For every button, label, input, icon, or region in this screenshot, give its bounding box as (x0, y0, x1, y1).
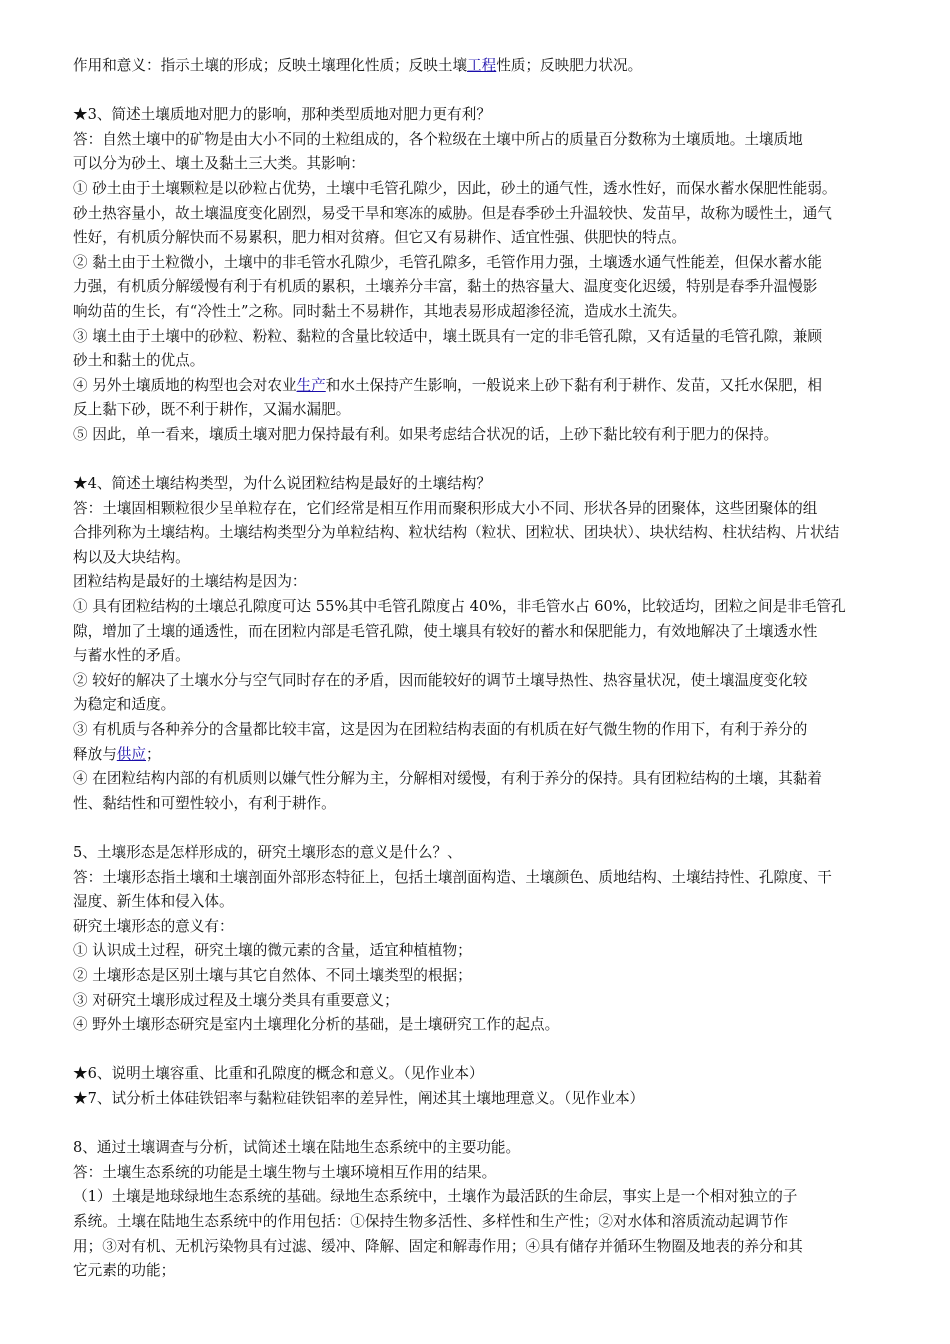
text-line (73, 939, 906, 964)
text-line (73, 497, 906, 522)
text-line (73, 177, 906, 202)
text-line (73, 275, 906, 300)
text-segment: ① 具有团粒结构的土壤总孔隙度可达 55%其中毛管孔隙度占 40%，非毛管水占 60%，比较适均，团粒之间是非毛管孔 (73, 598, 846, 616)
text-segment: 答：土壤生态系统的功能是土壤生物与土壤环境相互作用的结果。 (73, 1163, 497, 1181)
text-segment: ④ 在团粒结构内部的有机质则以嫌气性分解为主，分解相对缓慢，有利于养分的保持。具有团粒结构的土壤，其黏着 (73, 770, 822, 788)
text-line (73, 890, 906, 915)
text-segment: ③ 壤土由于土壤中的砂粒、粉粒、黏粒的含量比较适中，壤土既具有一定的非毛管孔隙，又有适量的毛管孔隙，兼顾 (73, 327, 822, 345)
text-segment: 性、黏结性和可塑性较小，有利于耕作。 (73, 794, 336, 812)
text-line (73, 595, 906, 620)
text-line (73, 546, 906, 571)
text-segment: 力强，有机质分解缓慢有利于有机质的累积，土壤养分丰富，黏土的热容量大、温度变化迟缓，特别是春季升温慢影 (73, 278, 818, 296)
text-line (73, 915, 906, 940)
text-line (73, 841, 906, 866)
text-segment: 答：土壤形态指土壤和土壤剖面外部形态特征上，包括土壤剖面构造、土壤颜色、质地结构、土壤结持性、孔隙度、干 (73, 868, 832, 886)
text-line (73, 669, 906, 694)
text-line (73, 1161, 906, 1186)
text-line (73, 423, 906, 448)
hyperlink[interactable]: 生产 (296, 376, 326, 394)
text-segment: 和水土保持产生影响，一般说来上砂下黏有利于耕作、发苗，又托水保肥，相 (325, 376, 822, 394)
text-segment: 构以及大块结构。 (73, 548, 190, 566)
paragraph-gap (73, 79, 906, 104)
text-segment: 合排列称为土壤结构。土壤结构类型分为单粒结构、粒状结构（粒状、团粒状、团块状）、块状结构、柱状结构、片状结 (73, 524, 840, 542)
text-line (73, 251, 906, 276)
text-segment: 可以分为砂土、壤土及黏土三大类。其影响： (73, 155, 365, 173)
text-segment: 反上黏下砂，既不利于耕作，又漏水漏肥。 (73, 401, 351, 419)
paragraph-gap (73, 816, 906, 841)
text-segment: 性好，有机质分解快而不易累积，肥力相对贫瘠。但它又有易耕作、适宜性强、供肥快的特点。 (73, 229, 686, 247)
text-line (73, 349, 906, 374)
text-segment: ★3、简述土壤质地对肥力的影响，那种类型质地对肥力更有利？ (73, 106, 491, 124)
text-line (73, 1013, 906, 1038)
text-line (73, 202, 906, 227)
text-segment: 隙，增加了土壤的通透性，而在团粒内部是毛管孔隙，使土壤具有较好的蓄水和保肥能力，有效地解决了土壤透水性 (73, 622, 818, 640)
text-segment: 响幼苗的生长，有“冷性土”之称。同时黏土不易耕作，其地表易形成超渗径流，造成水土流失。 (73, 302, 687, 320)
text-line (73, 1062, 906, 1087)
text-segment: 湿度、新生体和侵入体。 (73, 893, 234, 911)
text-line (73, 325, 906, 350)
hyperlink[interactable]: 工程 (467, 57, 497, 74)
text-segment: 团粒结构是最好的土壤结构是因为： (73, 573, 307, 591)
paragraph-gap (73, 448, 906, 473)
text-segment: ★6、说明土壤容重、比重和孔隙度的概念和意义。（见作业本） (73, 1065, 484, 1083)
text-segment: 5、土壤形态是怎样形成的，研究土壤形态的意义是什么？、 (73, 844, 462, 861)
text-line (73, 398, 906, 423)
text-segment: 为稳定和适度。 (73, 696, 176, 714)
paragraph-gap (73, 1112, 906, 1137)
text-segment: ④ 另外土壤质地的构型也会对农业 (73, 376, 297, 394)
text-line (73, 989, 906, 1014)
text-segment: 答：自然土壤中的矿物是由大小不同的土粒组成的，各个粒级在土壤中所占的质量百分数称为土壤质地。土壤质地 (73, 130, 803, 148)
text-segment: ； (146, 745, 161, 763)
text-segment: ③ 有机质与各种养分的含量都比较丰富，这是因为在团粒结构表面的有机质在好气微生物的作用下，有利于养分的 (73, 721, 808, 739)
text-segment: 研究土壤形态的意义有： (73, 917, 234, 935)
text-segment: 性质；反映肥力状况。 (496, 57, 643, 74)
text-line (73, 103, 906, 128)
text-line (73, 767, 906, 792)
text-line (73, 152, 906, 177)
text-line (73, 300, 906, 325)
text-segment: （1）土壤是地球绿地生态系统的基础。绿地生态系统中，土壤作为最活跃的生命层，事实上是一个相对独立的子 (73, 1188, 798, 1206)
text-segment: ② 黏土由于土粒微小，土壤中的非毛管水孔隙少，毛管孔隙多，毛管作用力强，土壤透水通气性能差，但保水蓄水能 (73, 253, 822, 271)
text-line (73, 1087, 906, 1112)
text-segment: 8、通过土壤调查与分析，试简述土壤在陆地生态系统中的主要功能。 (73, 1139, 521, 1157)
text-line (73, 521, 906, 546)
text-segment: ★4、简述土壤结构类型，为什么说团粒结构是最好的土壤结构？ (73, 475, 491, 493)
text-segment: 砂土和黏土的优点。 (73, 352, 205, 370)
text-line (73, 128, 906, 153)
text-segment: ★7、试分析土体硅铁铝率与黏粒硅铁铝率的差异性，阐述其土壤地理意义。（见作业本） (73, 1089, 645, 1107)
text-line (73, 1185, 906, 1210)
text-line (73, 1259, 906, 1284)
text-segment: ① 砂土由于土壤颗粒是以砂粒占优势，土壤中毛管孔隙少，因此，砂土的通气性，透水性好，而保水蓄水保肥性能弱。 (73, 179, 837, 197)
text-line (73, 472, 906, 497)
text-segment: 它元素的功能； (73, 1262, 176, 1280)
paragraph-gap (73, 1038, 906, 1063)
text-line (73, 792, 906, 817)
text-line (73, 570, 906, 595)
text-segment: ⑤ 因此，单一看来，壤质土壤对肥力保持最有利。如果考虑结合状况的话，上砂下黏比较有利于肥力的保持。 (73, 425, 779, 443)
text-segment: 砂土热容量小，故土壤温度变化剧烈，易受干旱和寒冻的威胁。但是春季砂土升温较快、发苗早，故称为暖性土，通气 (73, 204, 832, 222)
text-segment: ② 土壤形态是区别土壤与其它自然体、不同土壤类型的根据； (73, 966, 472, 984)
text-line (73, 718, 906, 743)
text-segment: 答：土壤固相颗粒很少呈单粒存在，它们经常是相互作用而聚积形成大小不同、形状各异的团聚体，这些团聚体的组 (73, 499, 818, 517)
text-line (73, 644, 906, 669)
text-segment: 作用和意义：指示土壤的形成；反映土壤理化性质；反映土壤 (73, 57, 468, 74)
text-line (73, 1210, 906, 1235)
text-line (73, 964, 906, 989)
text-line (73, 54, 906, 79)
text-segment: ① 认识成土过程，研究土壤的微元素的含量，适宜种植植物； (73, 942, 472, 960)
text-line (73, 226, 906, 251)
text-segment: 与蓄水性的矛盾。 (73, 647, 190, 665)
text-line (73, 1136, 906, 1161)
hyperlink[interactable]: 供应 (116, 745, 146, 763)
text-line (73, 374, 906, 399)
text-line (73, 866, 906, 891)
text-line (73, 620, 906, 645)
text-line (73, 693, 906, 718)
text-segment: ③ 对研究土壤形成过程及土壤分类具有重要意义； (73, 991, 399, 1009)
text-line (73, 1235, 906, 1260)
text-segment: ② 较好的解决了土壤水分与空气同时存在的矛盾，因而能较好的调节土壤导热性、热容量状况，使土壤温度变化较 (73, 671, 808, 689)
text-segment: 释放与 (73, 745, 117, 763)
text-segment: 系统。土壤在陆地生态系统中的作用包括：①保持生物多活性、多样性和生产性；②对水体和溶质流动起调节作 (73, 1212, 789, 1230)
text-segment: ④ 野外土壤形态研究是室内土壤理化分析的基础，是土壤研究工作的起点。 (73, 1016, 560, 1034)
text-segment: 用；③对有机、无机污染物具有过滤、缓冲、降解、固定和解毒作用；④具有储存并循环生物圈及地表的养分和其 (73, 1237, 803, 1255)
text-line (73, 743, 906, 768)
